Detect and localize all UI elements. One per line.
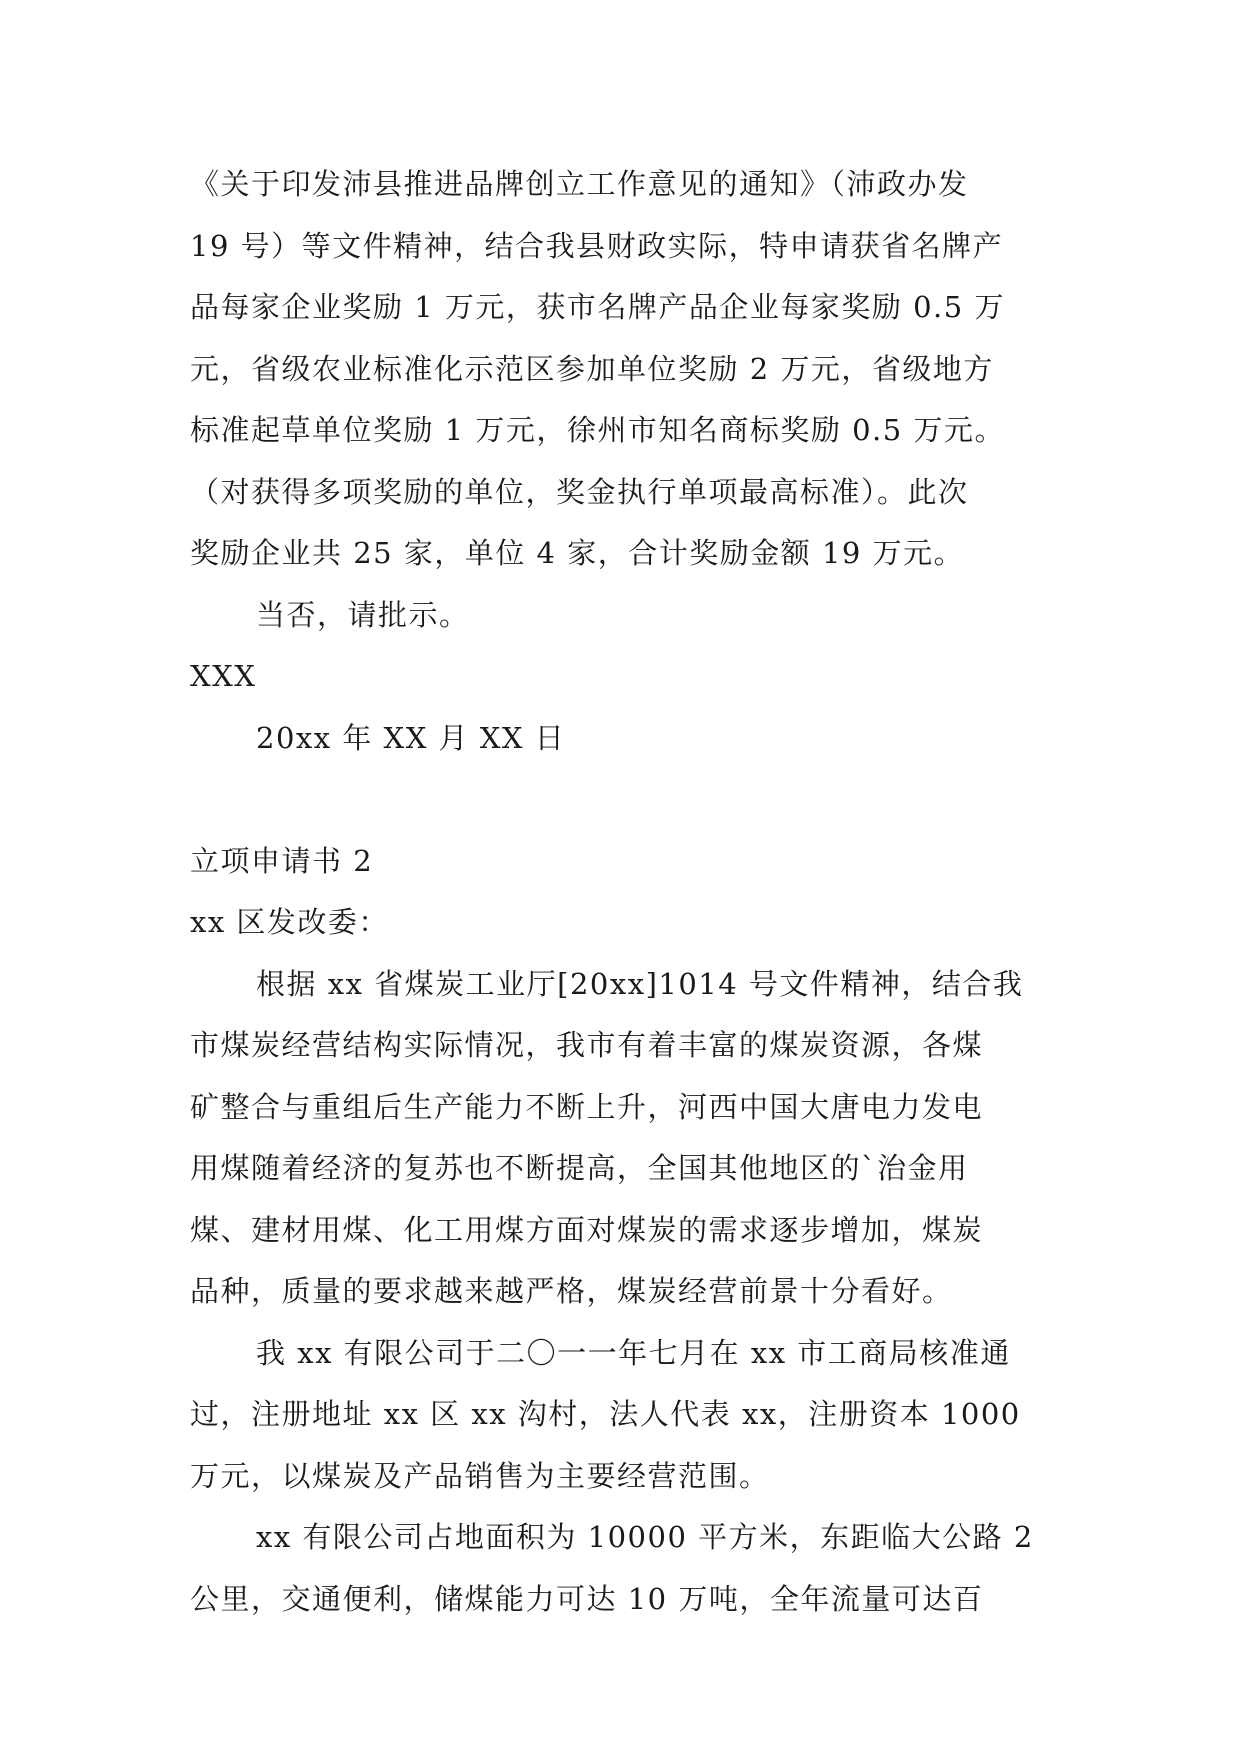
text-line: 品每家企业奖励 1 万元，获市名牌产品企业每家奖励 0.5 万 (190, 290, 1005, 324)
text-line: 《关于印发沛县推进品牌创立工作意见的通知》（沛政办发 (190, 167, 969, 201)
text-line: 根据 xx 省煤炭工业厅[20xx]1014 号文件精神，结合我 (256, 966, 1024, 1001)
section-spacer (190, 769, 1050, 831)
addressee: xx 区发改委： (190, 905, 389, 939)
text-line: 品种，质量的要求越来越严格，煤炭经营前景十分看好。 (190, 1274, 953, 1308)
text-line: xx 有限公司占地面积为 10000 平方米，东距临大公路 2 (256, 1520, 1034, 1554)
text-line: 用煤随着经济的复苏也不断提高，全国其他地区的`治金用 (190, 1151, 969, 1185)
text-line: 万元，以煤炭及产品销售为主要经营范围。 (190, 1458, 770, 1493)
text-line: 矿整合与重组后生产能力不断上升，河西中国大唐电力发电 (190, 1089, 984, 1124)
paragraph-award-details (190, 154, 1050, 585)
paragraph-background (190, 954, 1050, 1323)
text-line: 19 号）等文件精神，结合我县财政实际，特申请获省名牌产 (190, 228, 1004, 263)
paragraph-company-facilities (190, 1507, 1050, 1630)
text-line: 奖励企业共 25 家，单位 4 家，合计奖励金额 19 万元。 (190, 536, 965, 570)
closing-request: 当否，请批示。 (256, 597, 470, 632)
text-line: 元，省级农业标准化示范区参加单位奖励 2 万元，省级地方 (190, 351, 994, 386)
text-line: 我 xx 有限公司于二〇一一年七月在 xx 市工商局核准通 (256, 1335, 1011, 1370)
text-line: 公里，交通便利，储煤能力可达 10 万吨，全年流量可达百 (190, 1581, 984, 1616)
document-body (190, 154, 1050, 1630)
date-line: 20xx 年 XX 月 XX 日 (256, 720, 566, 755)
text-line: 标准起草单位奖励 1 万元，徐州市知名商标奖励 0.5 万元。 (190, 413, 1005, 447)
signature: XXX (190, 659, 257, 693)
text-line: 市煤炭经营结构实际情况，我市有着丰富的煤炭资源，各煤 (190, 1028, 984, 1062)
paragraph-company-registration (190, 1323, 1050, 1508)
text-line: 过，注册地址 xx 区 xx 沟村，法人代表 xx，注册资本 1000 (190, 1397, 1021, 1431)
text-line: （对获得多项奖励的单位，奖金执行单项最高标准）。此次 (190, 474, 969, 509)
text-line: 煤、建材用煤、化工用煤方面对煤炭的需求逐步增加，煤炭 (190, 1212, 984, 1247)
section-title: 立项申请书 2 (190, 843, 374, 878)
